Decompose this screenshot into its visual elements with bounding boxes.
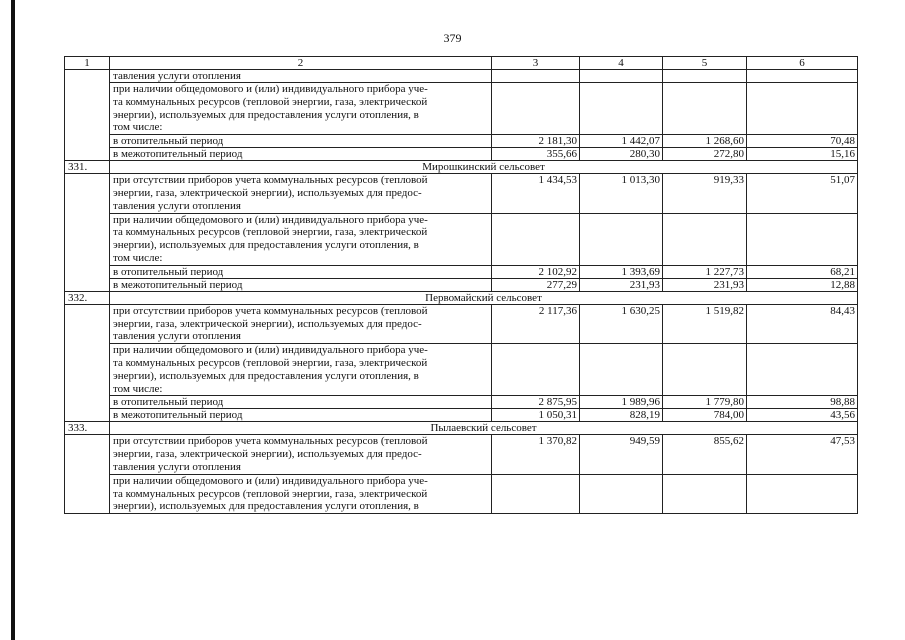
value-cell-col4: 1 989,96 [580,396,663,409]
value-cell-col4 [580,83,663,135]
value-cell-col4 [580,70,663,83]
description-line: тавления услуги отопления [113,70,241,82]
value-cell-col6 [747,83,858,135]
value-cell-col3 [492,70,580,83]
description-cell [110,213,492,265]
value-cell-col6: 12,88 [747,278,858,291]
value-cell-col6: 68,21 [747,265,858,278]
description-line: энергии), используемых для предоставления услуги отопления, в [113,239,419,252]
header-cell: 4 [580,57,663,70]
value-cell-col6: 51,07 [747,174,858,213]
value-cell-col6: 70,48 [747,135,858,148]
description-line: при наличии общедомового и (или) индивидуального прибора уче- [113,344,428,357]
section-number: 331. [65,161,110,174]
description-cell [110,135,492,148]
value-cell-col4 [580,474,663,513]
description-line: энергии), используемых для предоставления услуги отопления, в [113,369,419,382]
description-cell [110,148,492,161]
value-cell-col4: 231,93 [580,278,663,291]
value-cell-col5: 1 227,73 [663,265,747,278]
value-cell-col4: 1 442,07 [580,135,663,148]
value-cell-col4: 280,30 [580,148,663,161]
section-row [65,161,858,174]
table-row [65,278,858,291]
description-cell [110,70,492,83]
value-cell-col3 [492,83,580,135]
value-cell-col5: 1 519,82 [663,304,747,343]
description-line: та коммунальных ресурсов (тепловой энергии, газа, электрической [113,356,428,369]
value-cell-col4: 949,59 [580,435,663,474]
table-row [65,148,858,161]
description-line: та коммунальных ресурсов (тепловой энергии, газа, электрической [113,95,428,108]
tariff-table-body [65,57,858,514]
tariff-table [64,56,858,514]
value-cell-col5: 919,33 [663,174,747,213]
value-cell-col4 [580,213,663,265]
value-cell-col6 [747,70,858,83]
value-cell-col5 [663,83,747,135]
description-cell [110,474,492,513]
table-row [65,174,858,213]
description-line: том числе: [113,121,163,134]
value-cell-col5 [663,70,747,83]
number-cell [65,174,110,292]
description-line: энергии), используемых для предоставления услуги отопления, в [113,108,419,121]
description-cell [110,396,492,409]
description-line: та коммунальных ресурсов (тепловой энергии, газа, электрической [113,226,428,239]
value-cell-col6 [747,474,858,513]
value-cell-col3: 1 370,82 [492,435,580,474]
description-cell [110,174,492,213]
value-cell-col5 [663,213,747,265]
value-cell-col5: 231,93 [663,278,747,291]
description-cell [110,265,492,278]
value-cell-col3: 2 117,36 [492,304,580,343]
value-cell-col5 [663,344,747,396]
section-title: Пылаевский сельсовет [110,422,858,435]
description-line: энергии, газа, электрической энергии), используемых для предос- [113,317,422,330]
description-line: в отопительный период [113,135,224,148]
number-cell [65,70,110,161]
table-row [65,83,858,135]
table-row [65,265,858,278]
value-cell-col6: 84,43 [747,304,858,343]
value-cell-col6: 98,88 [747,396,858,409]
value-cell-col4: 1 013,30 [580,174,663,213]
value-cell-col6 [747,213,858,265]
section-row [65,291,858,304]
page-number: 379 [443,31,462,45]
value-cell-col5: 855,62 [663,435,747,474]
value-cell-col3: 2 102,92 [492,265,580,278]
description-line: при отсутствии приборов учета коммунальных ресурсов (тепловой [113,304,428,317]
description-line: энергии, газа, электрической энергии), используемых для предос- [113,448,422,461]
description-line: том числе: [113,382,163,395]
header-cell: 3 [492,57,580,70]
table-row [65,213,858,265]
description-line: при отсутствии приборов учета коммунальных ресурсов (тепловой [113,435,428,448]
value-cell-col4: 1 630,25 [580,304,663,343]
header-cell: 5 [663,57,747,70]
description-line: в отопительный период [113,265,224,278]
value-cell-col5 [663,474,747,513]
description-cell [110,278,492,291]
description-line: при отсутствии приборов учета коммунальных ресурсов (тепловой [113,174,428,187]
value-cell-col5: 272,80 [663,148,747,161]
value-cell-col3 [492,474,580,513]
section-number: 333. [65,422,110,435]
section-number: 332. [65,291,110,304]
table-row [65,396,858,409]
number-cell [65,435,110,514]
value-cell-col6: 43,56 [747,409,858,422]
value-cell-col6: 15,16 [747,148,858,161]
description-line: в межотопительный период [113,409,243,422]
value-cell-col4: 828,19 [580,409,663,422]
value-cell-col6: 47,53 [747,435,858,474]
table-row [65,344,858,396]
section-row [65,422,858,435]
table-row [65,474,858,513]
value-cell-col5: 784,00 [663,409,747,422]
description-line: том числе: [113,251,163,264]
value-cell-col3: 2 875,95 [492,396,580,409]
value-cell-col4 [580,344,663,396]
section-title: Мирошкинский сельсовет [110,161,858,174]
page-edge-bar [11,0,15,640]
value-cell-col3: 1 434,53 [492,174,580,213]
value-cell-col5: 1 268,60 [663,135,747,148]
description-cell [110,344,492,396]
value-cell-col3 [492,344,580,396]
table-row [65,135,858,148]
table-row [65,70,858,83]
description-line: при наличии общедомового и (или) индивидуального прибора уче- [113,213,428,226]
description-line: при наличии общедомового и (или) индивидуального прибора уче- [113,83,428,95]
value-cell-col3: 2 181,30 [492,135,580,148]
description-line: энергии), используемых для предоставления услуги отопления, в [113,500,419,513]
description-line: в отопительный период [113,396,224,409]
table-row [65,304,858,343]
value-cell-col4: 1 393,69 [580,265,663,278]
header-row [65,57,858,70]
description-cell [110,435,492,474]
table-row [65,409,858,422]
description-line: та коммунальных ресурсов (тепловой энергии, газа, электрической [113,487,428,500]
header-cell: 6 [747,57,858,70]
value-cell-col3: 1 050,31 [492,409,580,422]
description-line: тавления услуги отопления [113,330,241,343]
description-line: тавления услуги отопления [113,199,241,212]
description-line: тавления услуги отопления [113,460,241,473]
table-row [65,435,858,474]
header-cell: 1 [65,57,110,70]
description-line: энергии, газа, электрической энергии), используемых для предос- [113,186,422,199]
description-cell [110,304,492,343]
section-title: Первомайский сельсовет [110,291,858,304]
value-cell-col3: 355,66 [492,148,580,161]
value-cell-col3: 277,29 [492,278,580,291]
value-cell-col6 [747,344,858,396]
description-cell [110,409,492,422]
description-cell [110,83,492,135]
header-cell: 2 [110,57,492,70]
value-cell-col5: 1 779,80 [663,396,747,409]
description-line: в межотопительный период [113,148,243,161]
number-cell [65,304,110,422]
description-line: в межотопительный период [113,278,243,291]
description-line: при наличии общедомового и (или) индивидуального прибора уче- [113,474,428,487]
value-cell-col3 [492,213,580,265]
